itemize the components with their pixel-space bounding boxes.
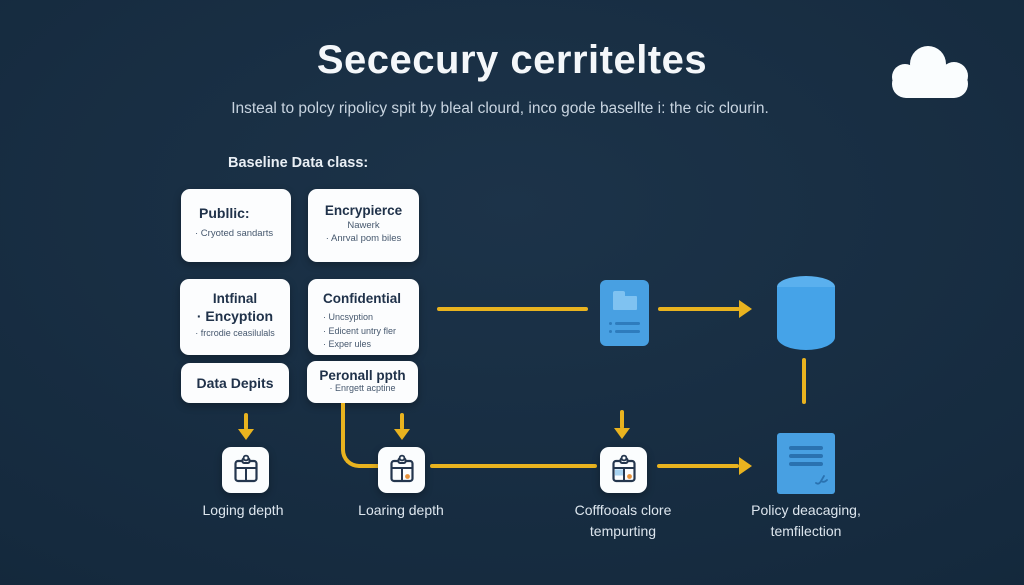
card-encrypierce-line1: Nawerk — [347, 220, 380, 231]
arrow-down-1-line — [244, 413, 248, 430]
label-policy-line1: Policy deacaging, — [751, 502, 861, 518]
database-cylinder-icon — [777, 276, 835, 350]
connector-confidential-to-document — [437, 307, 588, 311]
cloud-icon — [886, 40, 978, 102]
card-encrypierce-title: Encrypierce — [324, 203, 403, 218]
label-cofffooals — [538, 500, 708, 542]
signature-glyph — [815, 474, 828, 486]
arrow-down-3-head — [614, 428, 630, 439]
page-subtitle: Insteal to polcy ripolicy spit by bleal clourd, inco gode basellte i: the cic clourin. — [231, 100, 769, 117]
document-line — [600, 330, 649, 333]
connector-clipboard2-to-clipboard3 — [430, 464, 597, 468]
elbow-connector — [341, 403, 378, 468]
card-data-depits — [181, 363, 289, 403]
card-intfinal-title: Intfinal — [212, 291, 258, 306]
document-line — [600, 322, 649, 325]
card-peronall — [307, 361, 418, 403]
arrow-down-1-head — [238, 429, 254, 440]
card-peronall-title: Peronall ppth — [319, 368, 406, 383]
card-intfinal — [180, 279, 290, 355]
arrow-clipboard3-to-file-head — [739, 457, 752, 475]
label-cofffooals-line1: Cofffooals clore — [574, 502, 672, 518]
card-public-bullet: · Cryoted sandarts — [195, 228, 274, 239]
card-confidential-bullet3: · Exper ules — [323, 339, 372, 349]
card-intfinal-line1: · Encyption — [196, 308, 274, 324]
label-policy — [721, 500, 891, 542]
label-cofffooals-line2: tempurting — [589, 523, 657, 539]
card-confidential — [308, 279, 419, 355]
card-peronall-bullet: · Enrgett acptine — [329, 383, 396, 393]
arrow-down-3-line — [620, 410, 624, 429]
page-title: Sececury cerriteltes — [316, 38, 708, 82]
card-encrypierce — [308, 189, 419, 262]
arrow-down-2-line — [400, 413, 404, 430]
file-text-icon — [777, 433, 835, 494]
arrow-document-to-database-head — [739, 300, 752, 318]
clipboard-dot-icon — [378, 447, 425, 493]
label-loging-depth: Loging depth — [202, 502, 284, 518]
card-confidential-bullet2: · Edicent untry fler — [323, 325, 397, 336]
card-public — [181, 189, 291, 262]
clipboard-icon — [222, 447, 269, 493]
label-policy-line2: temfilection — [770, 523, 842, 539]
file-line — [789, 462, 823, 466]
file-line — [789, 454, 823, 458]
file-line — [789, 446, 823, 450]
folder-glyph — [613, 296, 637, 310]
connector-database-down — [802, 358, 806, 404]
cylinder-body — [777, 287, 835, 350]
card-encrypierce-line2: · Anrval pom biles — [325, 233, 402, 244]
document-icon — [600, 280, 649, 346]
arrow-document-to-database-line — [658, 307, 740, 311]
card-data-depits-title: Data Depits — [196, 375, 274, 391]
card-intfinal-line2: · frcrodie ceasilulals — [195, 328, 275, 338]
arrow-clipboard3-to-file-line — [657, 464, 739, 468]
section-label: Baseline Data class: — [228, 155, 369, 171]
card-confidential-title: Confidential — [323, 291, 401, 306]
card-public-title: Publlic: — [199, 205, 250, 221]
clipboard-grid-icon — [600, 447, 647, 493]
arrow-down-2-head — [394, 429, 410, 440]
card-confidential-bullet1: · Uncsyption — [323, 312, 374, 322]
label-loaring-depth: Loaring depth — [358, 502, 444, 518]
